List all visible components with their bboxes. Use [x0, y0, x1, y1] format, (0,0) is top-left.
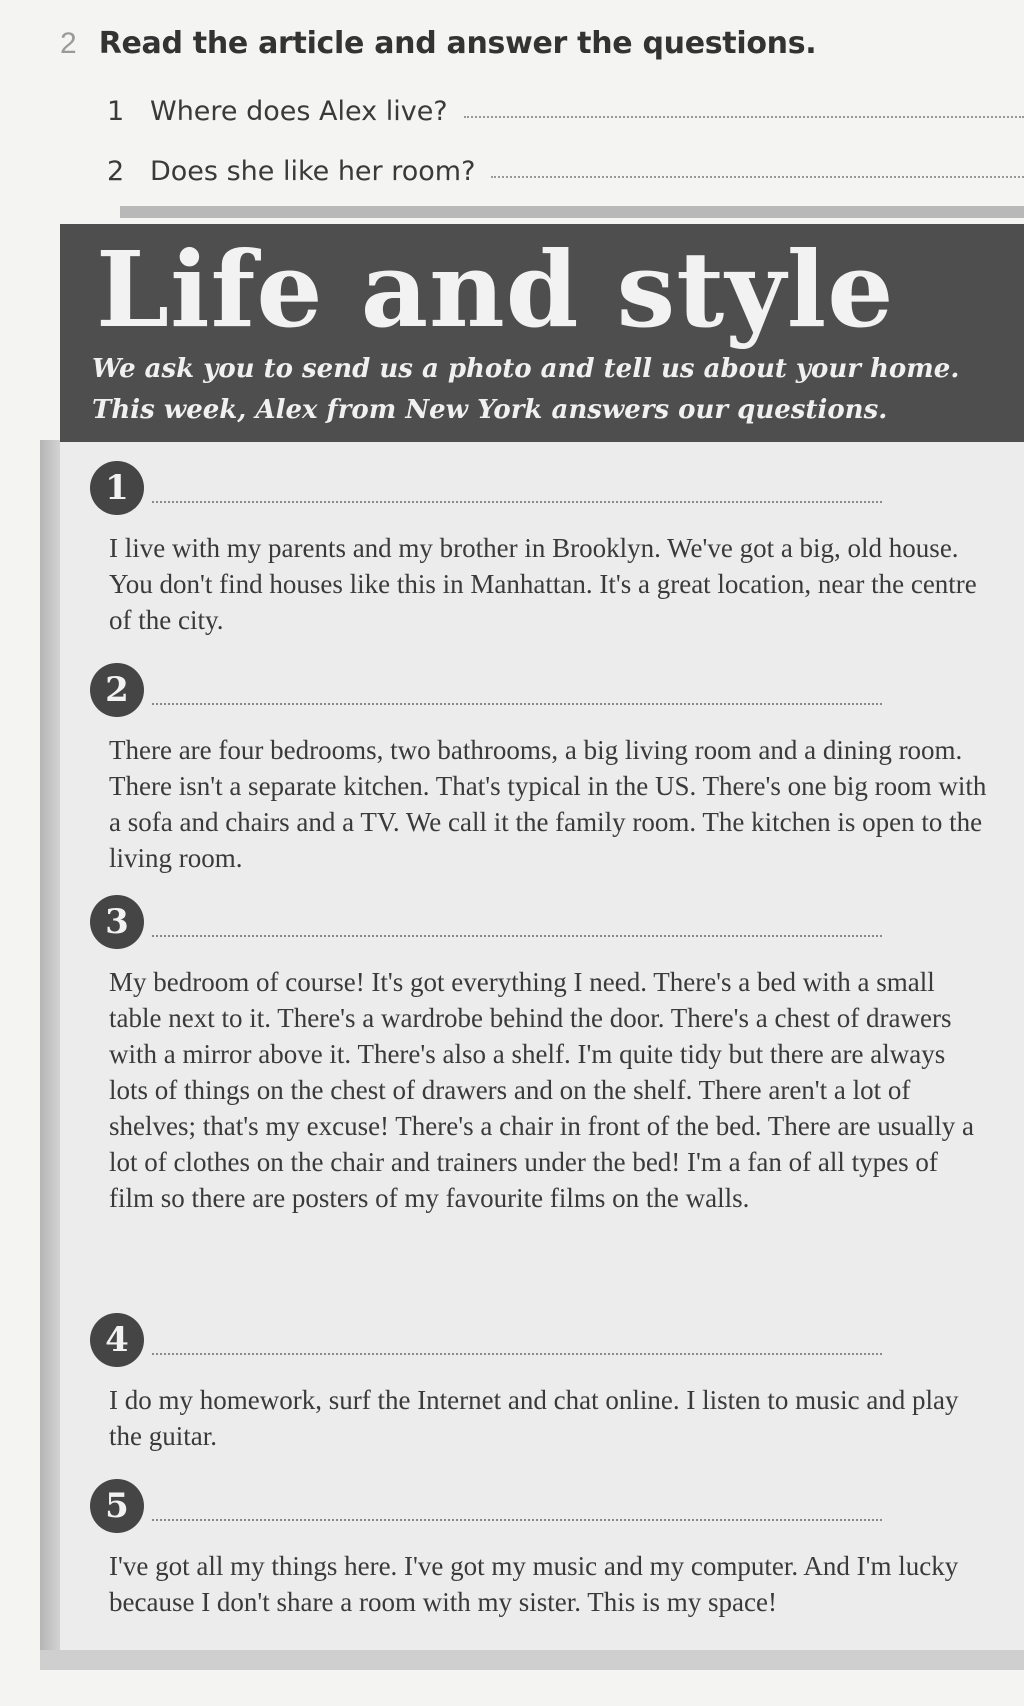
question-2 — [107, 156, 1024, 187]
section-text: I've got all my things here. I've got my music and my computer. And I'm lucky because I don't share a room with my sister. This is my space! — [109, 1551, 959, 1617]
heading-answer-line[interactable] — [152, 703, 882, 705]
heading-answer-line[interactable] — [152, 935, 882, 937]
article-subtitle: This week, Alex from New York answers our questions. — [92, 395, 888, 425]
section-number-badge: 2 — [90, 663, 144, 717]
answer-line[interactable] — [491, 175, 1024, 178]
article-section-5 — [90, 1476, 980, 1620]
page-shadow — [40, 440, 62, 1660]
heading-answer-line[interactable] — [152, 1353, 882, 1355]
question-number: 1 — [107, 96, 125, 127]
article-section-4 — [90, 1310, 980, 1454]
task-number: 2 — [60, 27, 77, 60]
page-shadow — [120, 206, 1024, 218]
article-section-3 — [90, 892, 980, 1216]
article-subtitle: We ask you to send us a photo and tell us about your home. — [92, 354, 960, 384]
heading-answer-line[interactable] — [152, 501, 882, 503]
heading-answer-line[interactable] — [152, 1519, 882, 1521]
question-text: Where does Alex live? — [150, 96, 448, 127]
article-section-1 — [90, 458, 980, 638]
question-number: 2 — [107, 156, 125, 187]
article-banner — [60, 224, 1024, 442]
answer-line[interactable] — [464, 115, 1024, 118]
page-shadow — [40, 1650, 1024, 1670]
section-number-badge: 4 — [90, 1313, 144, 1367]
question-1 — [107, 96, 1024, 127]
section-text: There are four bedrooms, two bathrooms, a big living room and a dining room. There isn't a separate kitchen. That's typical in the US. There's one big room with a sofa and chairs and a TV. We call it the family room. The kitchen is open to the living room. — [109, 735, 987, 873]
article-section-2 — [90, 660, 987, 876]
section-number-badge: 1 — [90, 461, 144, 515]
section-text: I live with my parents and my brother in Brooklyn. We've got a big, old house. You don't find houses like this in Manhattan. It's a great location, near the centre of the city. — [109, 533, 977, 635]
question-text: Does she like her room? — [150, 156, 476, 187]
section-text: My bedroom of course! It's got everything I need. There's a bed with a small table next to it. There's a wardrobe behind the door. There's a chest of drawers with a mirror above it. There's also a shelf. I'm quite tidy but there are always lots of things on the chest of drawers and on the shelf. There aren't a lot of shelves; that's my excuse! There's a chair in front of the bed. There are usually a lot of clothes on the chair and trainers under the bed! I'm a fan of all types of film so there are posters of my favourite films on the walls. — [109, 967, 974, 1213]
section-number-badge: 5 — [90, 1479, 144, 1533]
section-number-badge: 3 — [90, 895, 144, 949]
task-title: Read the article and answer the questions. — [98, 26, 817, 61]
article-title: Life and style — [96, 228, 895, 351]
section-text: I do my homework, surf the Internet and chat online. I listen to music and play the guitar. — [109, 1385, 959, 1451]
task-header — [60, 26, 816, 61]
article — [60, 224, 1024, 1650]
